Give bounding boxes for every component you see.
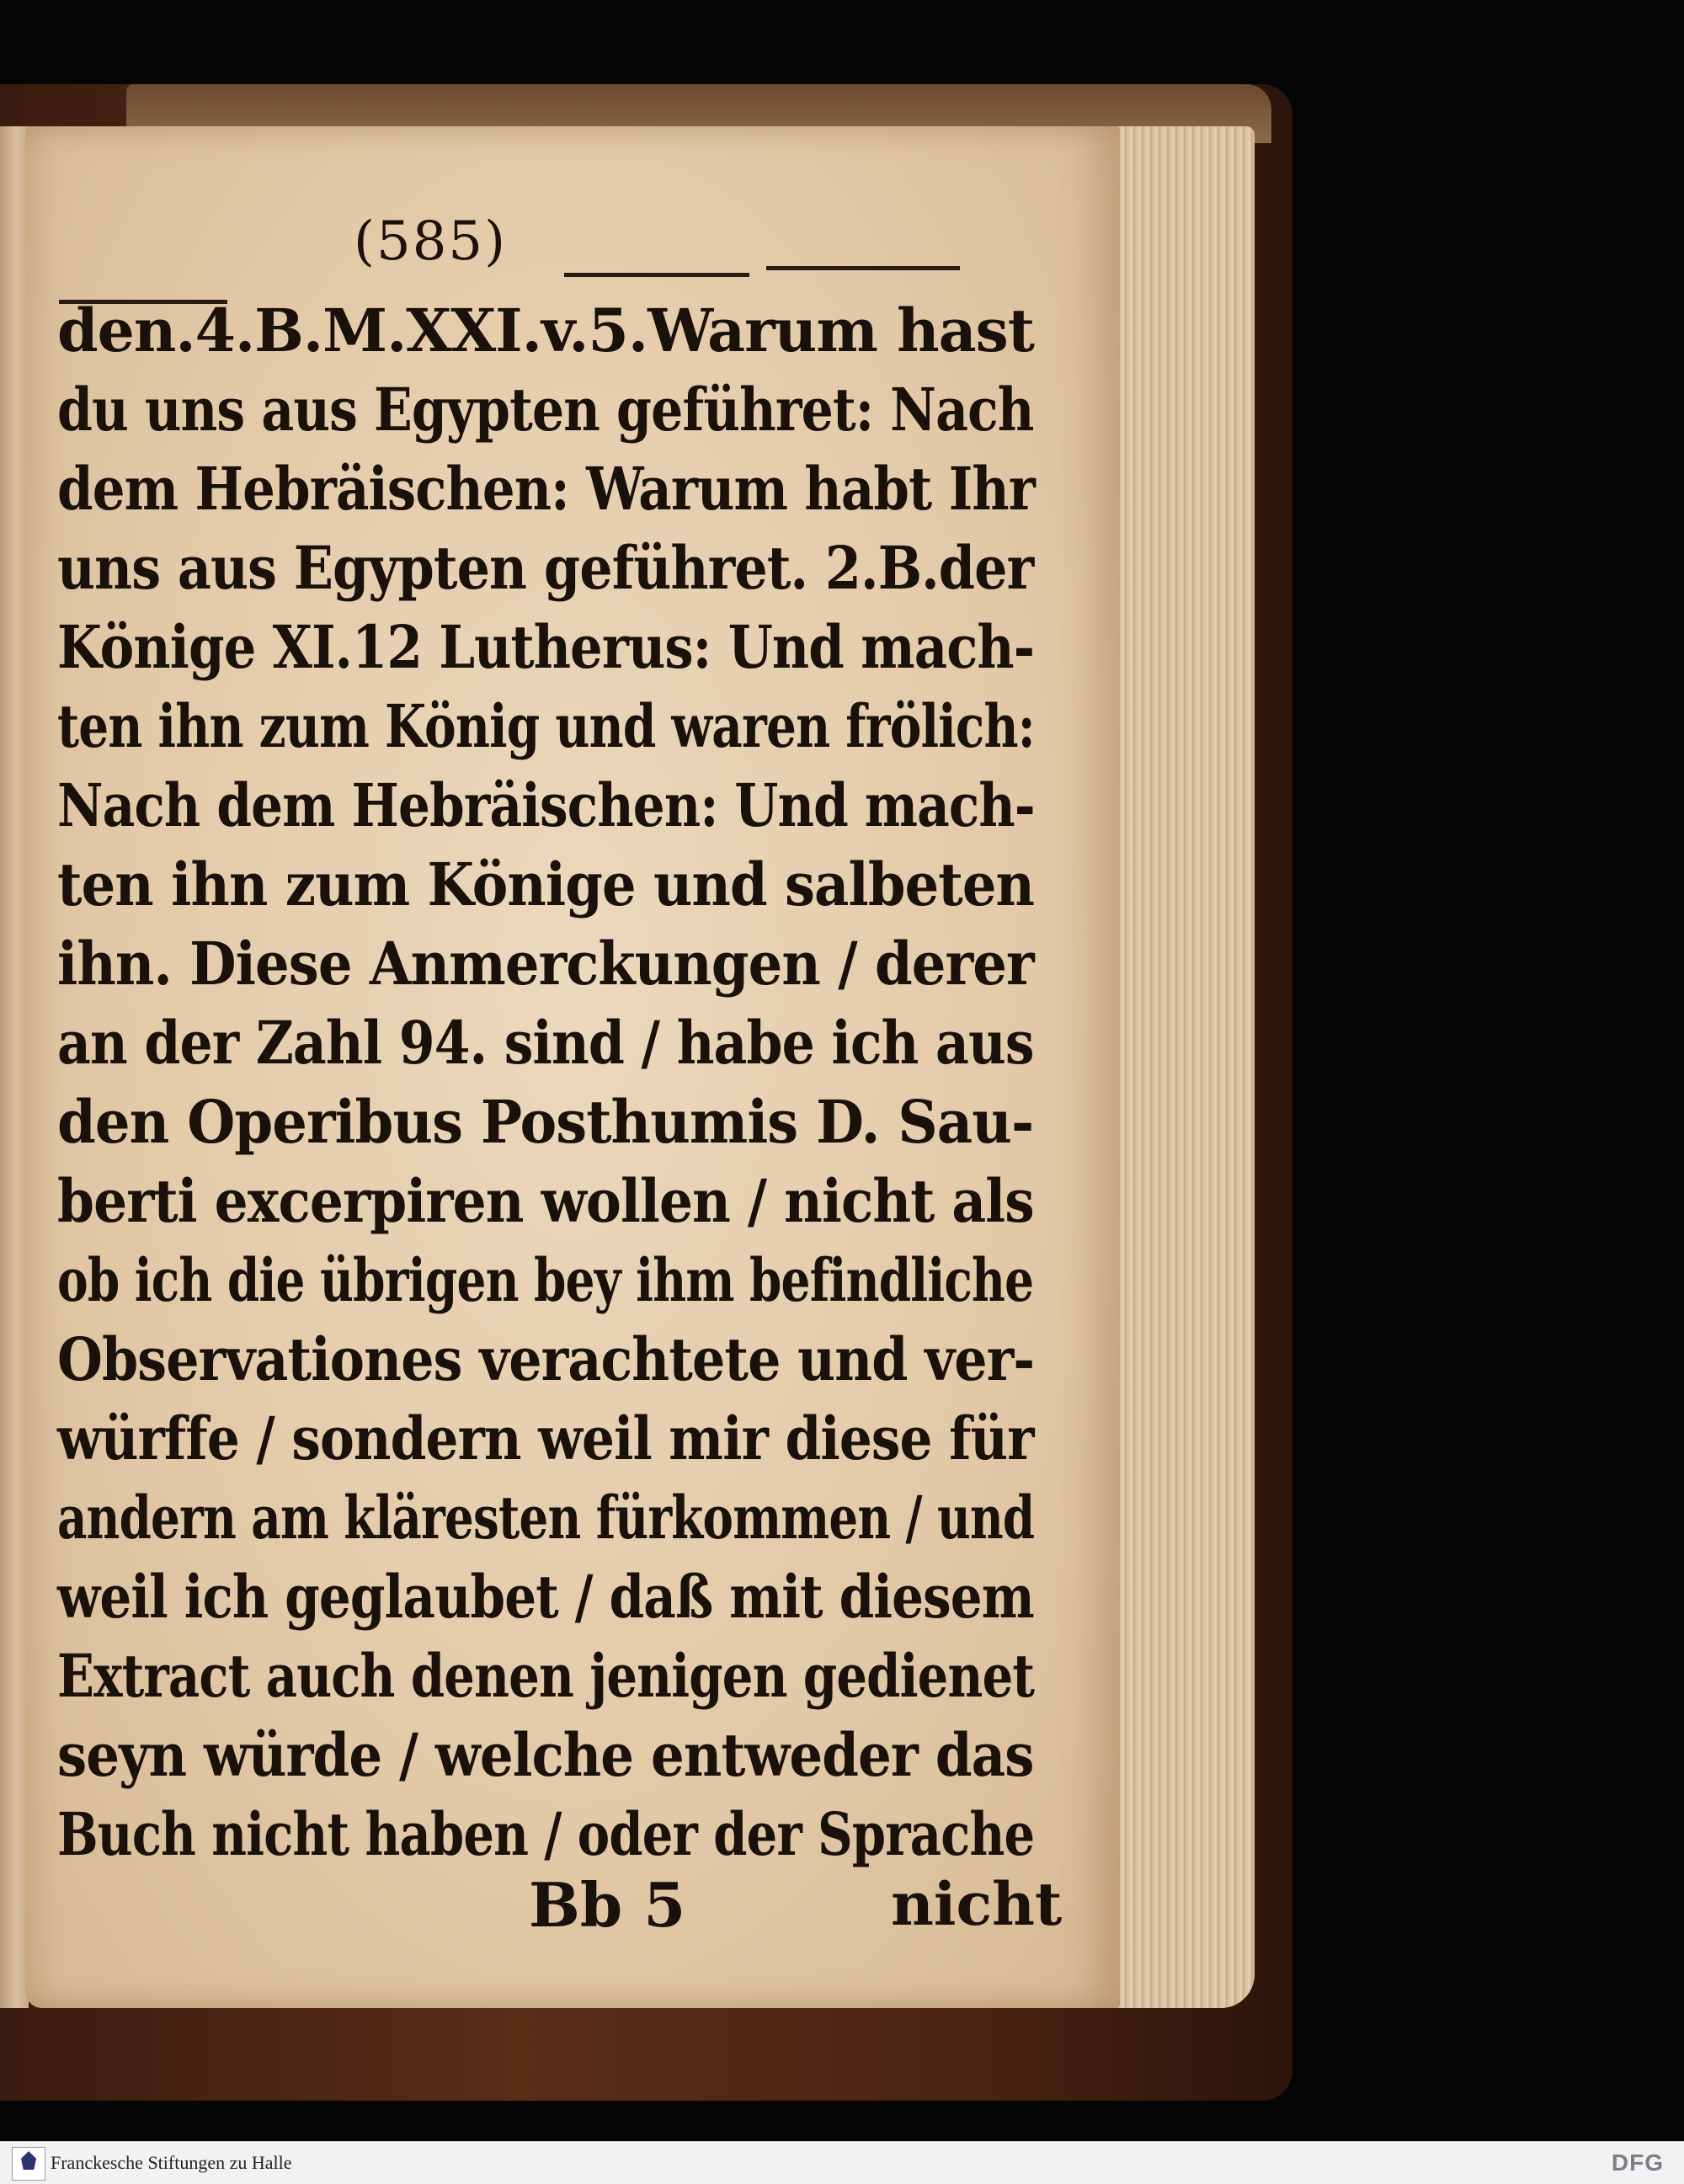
signature-mark: Bb 5 [529, 1869, 686, 1941]
text-line: ten ihn zum König und waren frölich: [57, 691, 1035, 761]
text-line: berti excerpiren wollen / nicht als [57, 1166, 1034, 1236]
header-rule-mid [564, 273, 749, 277]
text-line: an der Zahl 94. sind / habe ich aus [57, 1008, 1034, 1078]
text-line: ten ihn zum Könige und salbeten [57, 850, 1035, 919]
text-line: den Operibus Posthumis D. Sau- [57, 1087, 1034, 1157]
text-line: weil ich geglaubet / daß mit diesem [57, 1562, 1034, 1632]
recto-page [25, 126, 1120, 2008]
body-text [57, 291, 1035, 1874]
institution-name: Franckesche Stiftungen zu Halle [51, 2152, 292, 2173]
text-line: den.4.B.M.XXI.v.5.Warum hast [57, 296, 1034, 365]
signature-row [57, 1869, 1063, 1945]
text-line: Könige XI.12 Lutherus: Und mach- [57, 612, 1035, 682]
page-number: (585) [354, 210, 508, 273]
text-line: Buch nicht haben / oder der Sprache [57, 1799, 1035, 1869]
archive-footer-bar [0, 2141, 1684, 2184]
text-line: du uns aus Egypten geführet: Nach [57, 375, 1034, 445]
catchword: nicht [891, 1869, 1063, 1939]
text-line: seyn würde / welche entweder das [57, 1720, 1034, 1790]
institution-logo-icon [12, 2147, 45, 2181]
text-line: Nach dem Hebräischen: Und mach- [57, 770, 1035, 840]
text-line: ob ich die übrigen bey ihm befindliche [57, 1245, 1034, 1315]
text-line: Extract auch denen jenigen gedienet [57, 1641, 1035, 1711]
header-rule-right [766, 266, 960, 270]
text-line: dem Hebräischen: Warum habt Ihr [57, 454, 1035, 524]
verso-page-edge [0, 126, 29, 2008]
text-line: andern am kläresten fürkommen / und [57, 1483, 1035, 1553]
text-line: würffe / sondern weil mir diese für [57, 1404, 1034, 1473]
text-line: Observationes verachtete und ver- [57, 1324, 1035, 1394]
text-line: uns aus Egypten geführet. 2.B.der [57, 533, 1034, 603]
text-line: ihn. Diese Anmerckungen / derer [57, 929, 1034, 999]
dfg-logo: DFG [1611, 2149, 1664, 2176]
